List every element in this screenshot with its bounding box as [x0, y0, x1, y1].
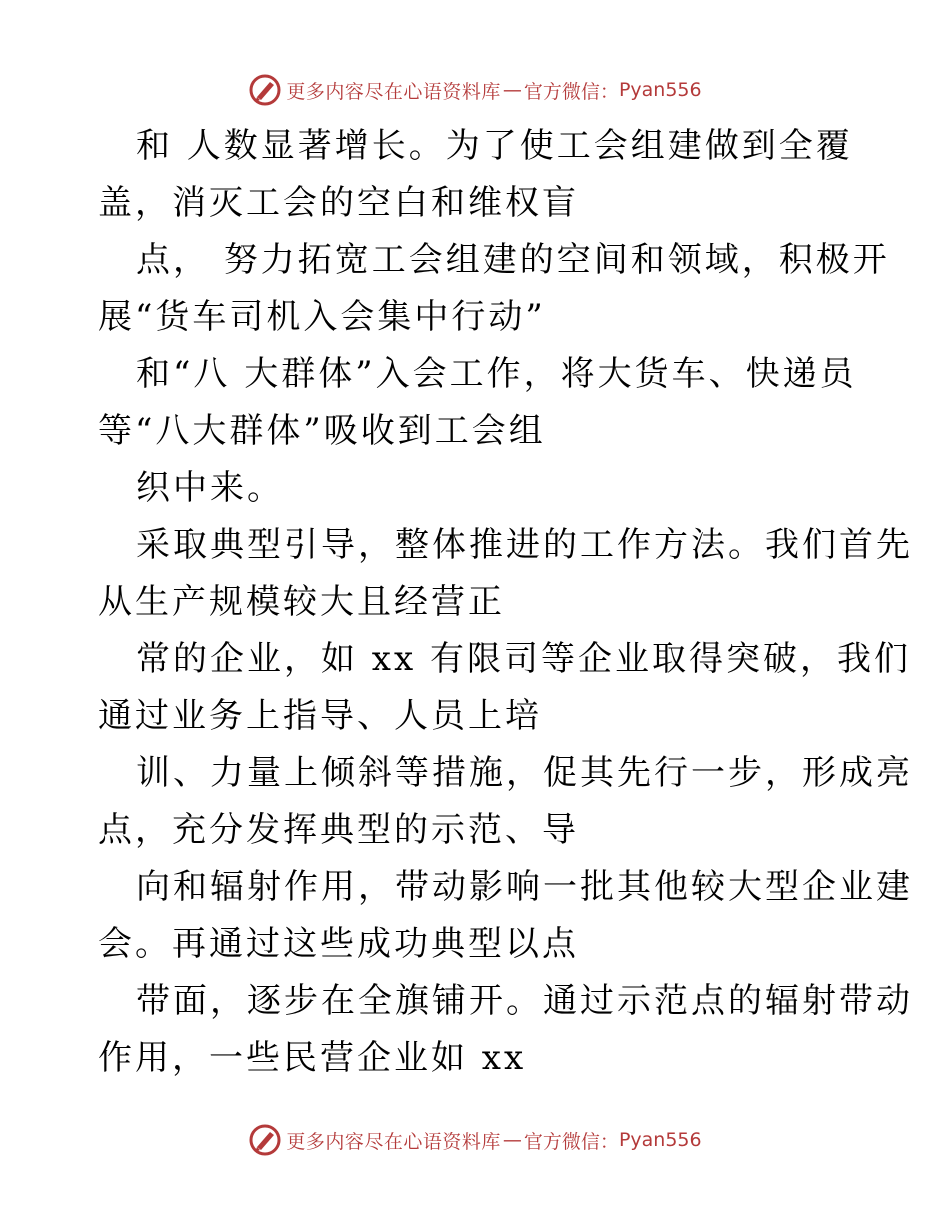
text-line: 向和辐射作用，带动影响一批其他较大型企业建: [136, 867, 913, 907]
pen-logo-icon: [248, 1123, 282, 1157]
watermark-wechat-id: Pyan556: [618, 79, 702, 101]
watermark-label: 官方微信：: [523, 80, 619, 103]
text-line: 从生产规模较大且经营正: [98, 582, 505, 622]
text-line: 点，充分发挥典型的示范、导: [98, 810, 579, 850]
text-line: 和“八 大群体”入会工作，将大货车、快递员: [136, 354, 857, 394]
text-line: 训、力量上倾斜等措施，促其先行一步，形成亮: [136, 753, 913, 793]
footer-watermark: [0, 1120, 950, 1160]
pen-logo-icon: [248, 73, 282, 107]
watermark-separator: —: [502, 1129, 522, 1151]
text-line: 织中来。: [136, 468, 284, 508]
watermark-text: 更多内容尽在心语资料库: [286, 80, 501, 103]
text-line: 作用，一些民营企业如 xx: [98, 1038, 527, 1078]
watermark-text: 更多内容尽在心语资料库: [286, 1130, 501, 1153]
header-watermark: [0, 70, 950, 110]
text-line: 常的企业，如 xx 有限司等企业取得突破，我们: [136, 639, 911, 679]
text-line: 点， 努力拓宽工会组建的空间和领域，积极开: [136, 240, 890, 280]
text-line: 带面，逐步在全旗铺开。通过示范点的辐射带动: [136, 981, 913, 1021]
text-line: 通过业务上指导、人员上培: [98, 696, 542, 736]
document-body: [98, 118, 913, 1087]
watermark-wechat-id: Pyan556: [618, 1129, 702, 1151]
text-line: 会。再通过这些成功典型以点: [98, 924, 579, 964]
text-line: 等“八大群体”吸收到工会组: [98, 411, 546, 451]
watermark-separator: —: [502, 79, 522, 101]
text-line: 和 人数显著增长。为了使工会组建做到全覆: [136, 126, 853, 166]
watermark-label: 官方微信：: [523, 1130, 619, 1153]
text-line: 采取典型引导，整体推进的工作方法。我们首先: [136, 525, 913, 565]
text-line: 展“货车司机入会集中行动”: [98, 297, 546, 337]
text-line: 盖，消灭工会的空白和维权盲: [98, 183, 579, 223]
